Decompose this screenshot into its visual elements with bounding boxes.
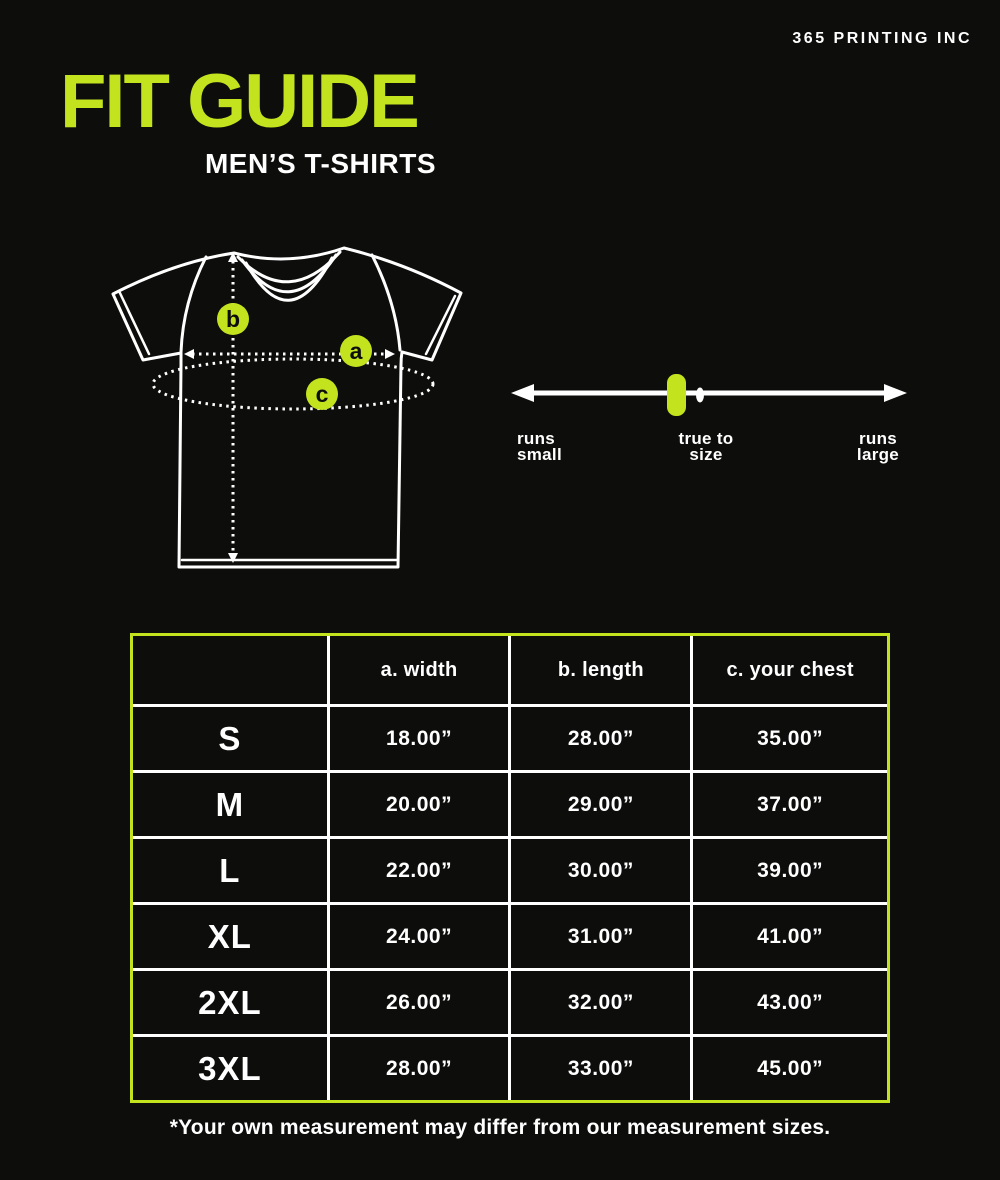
size-table-header-width: a. width	[330, 636, 509, 704]
fit-scale-label-line: runs	[517, 429, 556, 448]
size-table-length-cell: 30.00”	[511, 839, 690, 902]
fit-scale-label-line: size	[689, 445, 723, 464]
size-table-size-cell: XL	[133, 905, 327, 968]
size-table	[130, 633, 890, 1103]
left-sleeve-seam	[181, 257, 206, 352]
tshirt-outline	[113, 248, 461, 567]
size-table-size-cell: 3XL	[133, 1037, 327, 1100]
fit-scale-label-line: true to	[678, 429, 734, 448]
page-subtitle: MEN’S T-SHIRTS	[204, 148, 436, 179]
size-table-header-size	[133, 636, 327, 704]
fit-scale	[500, 362, 920, 424]
left-cuff-seam	[119, 291, 149, 354]
size-table-width-cell: 24.00”	[330, 905, 509, 968]
fit-scale-label-line: small	[517, 445, 562, 464]
size-table-width-cell: 18.00”	[330, 707, 509, 770]
size-table-width-cell: 28.00”	[330, 1037, 509, 1100]
size-table-width-cell: 22.00”	[330, 839, 509, 902]
title-block	[60, 59, 436, 180]
tshirt-diagram	[88, 232, 508, 584]
fit-scale-label-line: large	[856, 445, 900, 464]
size-table-chest-cell: 37.00”	[693, 773, 887, 836]
size-table-header-length: b. length	[511, 636, 690, 704]
size-table-chest-cell: 39.00”	[693, 839, 887, 902]
size-table-width-cell: 20.00”	[330, 773, 509, 836]
fit-scale-arrow-right	[884, 384, 907, 402]
size-table-chest-cell: 43.00”	[693, 971, 887, 1034]
width-arrow-right	[385, 349, 395, 359]
length-arrow-bottom	[228, 553, 238, 563]
size-table-length-cell: 31.00”	[511, 905, 690, 968]
brand-name: 365 PRINTING INC	[792, 30, 972, 47]
fit-scale-dot	[696, 388, 704, 403]
footnote: *Your own measurement may differ from our measurement sizes.	[169, 1116, 831, 1139]
fit-scale-indicator	[667, 374, 686, 416]
marker-a-label: a	[349, 338, 363, 364]
size-table-header-chest: c. your chest	[693, 636, 887, 704]
fit-scale-arrow-left	[511, 384, 534, 402]
size-table-length-cell: 29.00”	[511, 773, 690, 836]
size-table-size-cell: L	[133, 839, 327, 902]
right-cuff-seam	[426, 296, 455, 354]
fit-scale-label-true-to-size	[656, 431, 756, 463]
size-table-size-cell: S	[133, 707, 327, 770]
fit-scale-label-line: runs	[858, 429, 898, 448]
size-table-length-cell: 33.00”	[511, 1037, 690, 1100]
marker-b-label: b	[225, 306, 241, 332]
size-table-chest-cell: 35.00”	[693, 707, 887, 770]
size-table-length-cell: 32.00”	[511, 971, 690, 1034]
width-arrow-left	[184, 349, 194, 359]
page-title: FIT GUIDE	[60, 59, 418, 144]
chest-measure-ellipse	[153, 359, 433, 409]
fit-scale-label-runs-small	[517, 431, 562, 463]
size-table-length-cell: 28.00”	[511, 707, 690, 770]
size-table-size-cell: M	[133, 773, 327, 836]
marker-c-label: c	[315, 381, 329, 407]
fit-scale-label-runs-large	[828, 431, 928, 463]
size-table-width-cell: 26.00”	[330, 971, 509, 1034]
size-table-chest-cell: 41.00”	[693, 905, 887, 968]
right-sleeve-seam	[372, 255, 400, 350]
size-table-size-cell: 2XL	[133, 971, 327, 1034]
size-table-chest-cell: 45.00”	[693, 1037, 887, 1100]
